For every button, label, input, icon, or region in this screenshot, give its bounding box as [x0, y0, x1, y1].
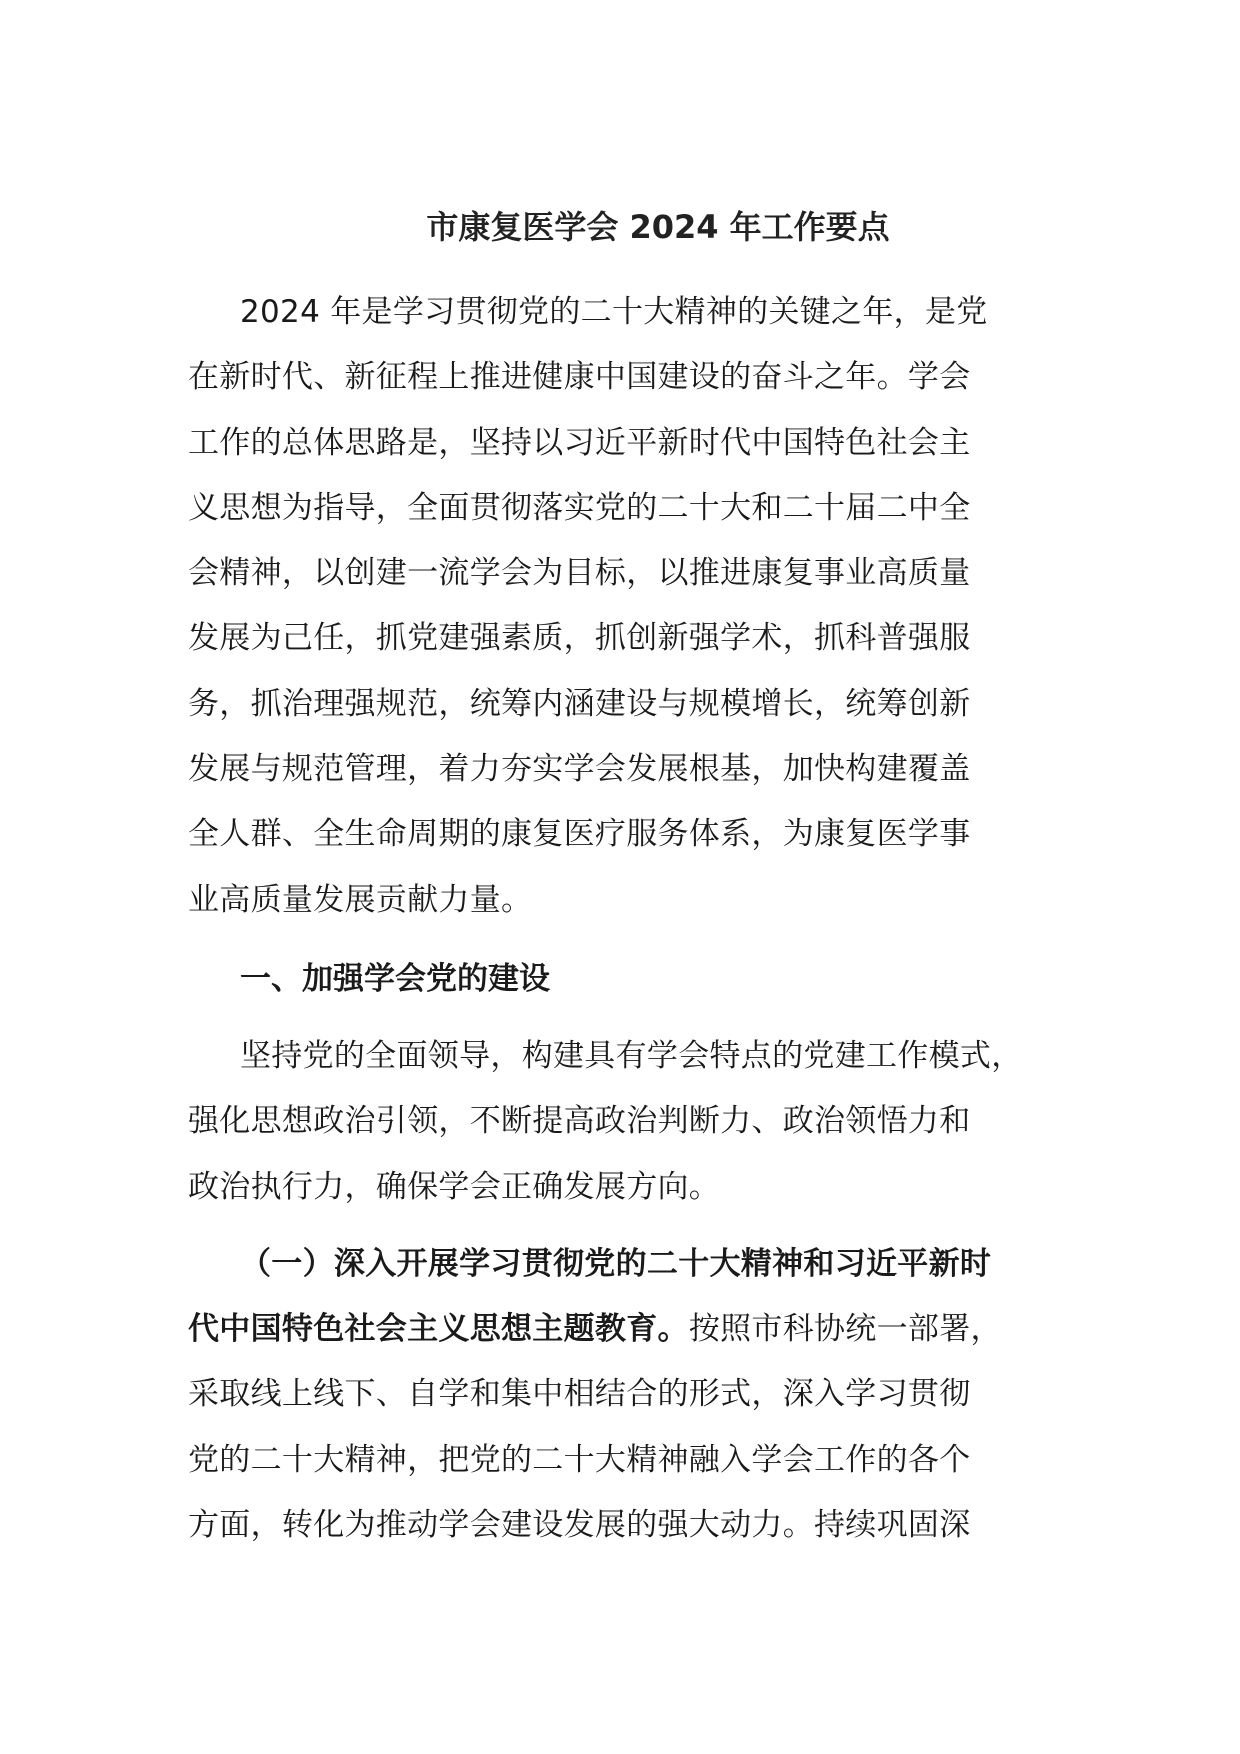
subsection1-heading-line: （一）深入开展学习贯彻党的二十大精神和习近平新时 [240, 1245, 992, 1282]
intro-line: 业高质量发展贡献力量。 [188, 881, 533, 918]
subsection1-line: 方面，转化为推动学会建设发展的强大动力。持续巩固深 [188, 1507, 971, 1544]
intro-line: 2024 年是学习贯彻党的二十大精神的关键之年，是党 [240, 294, 988, 330]
intro-line: 全人群、全生命周期的康复医疗服务体系，为康复医学事 [188, 816, 971, 853]
section1-paragraph [188, 1024, 1068, 1220]
subsection1-line: 采取线上线下、自学和集中相结合的形式，深入学习贯彻 [188, 1376, 971, 1413]
section1-line: 强化思想政治引领，不断提高政治判断力、政治领悟力和 [188, 1103, 971, 1140]
intro-line: 在新时代、新征程上推进健康中国建设的奋斗之年。学会 [188, 359, 971, 396]
intro-line: 务，抓治理强规范，统筹内涵建设与规模增长，统筹创新 [188, 685, 971, 722]
intro-line: 会精神，以创建一流学会为目标，以推进康复事业高质量 [188, 555, 971, 592]
section-heading: 一、加强学会党的建设 [240, 960, 550, 997]
subsection1-paragraph [188, 1232, 1068, 1558]
section1-line: 政治执行力，确保学会正确发展方向。 [188, 1168, 721, 1205]
subsection1-line: 党的二十大精神，把党的二十大精神融入学会工作的各个 [188, 1441, 971, 1478]
document-page [188, 196, 1068, 1558]
intro-line: 义思想为指导，全面贯彻落实党的二十大和二十届二中全 [188, 489, 971, 526]
intro-line: 发展与规范管理，着力夯实学会发展根基，加快构建覆盖 [188, 751, 971, 788]
intro-line: 工作的总体思路是，坚持以习近平新时代中国特色社会主 [188, 424, 971, 461]
subsection1-text-run: 按照市科协统一部署， [688, 1311, 1002, 1348]
section1-line: 坚持党的全面领导，构建具有学会特点的党建工作模式， [240, 1037, 1023, 1074]
document-title: 市康复医学会 2024 年工作要点 [426, 208, 890, 246]
intro-line: 发展为己任，抓党建强素质，抓创新强学术，抓科普强服 [188, 620, 971, 657]
subsection1-heading-line: 代中国特色社会主义思想主题教育。 [188, 1311, 689, 1348]
intro-paragraph [188, 280, 1068, 933]
